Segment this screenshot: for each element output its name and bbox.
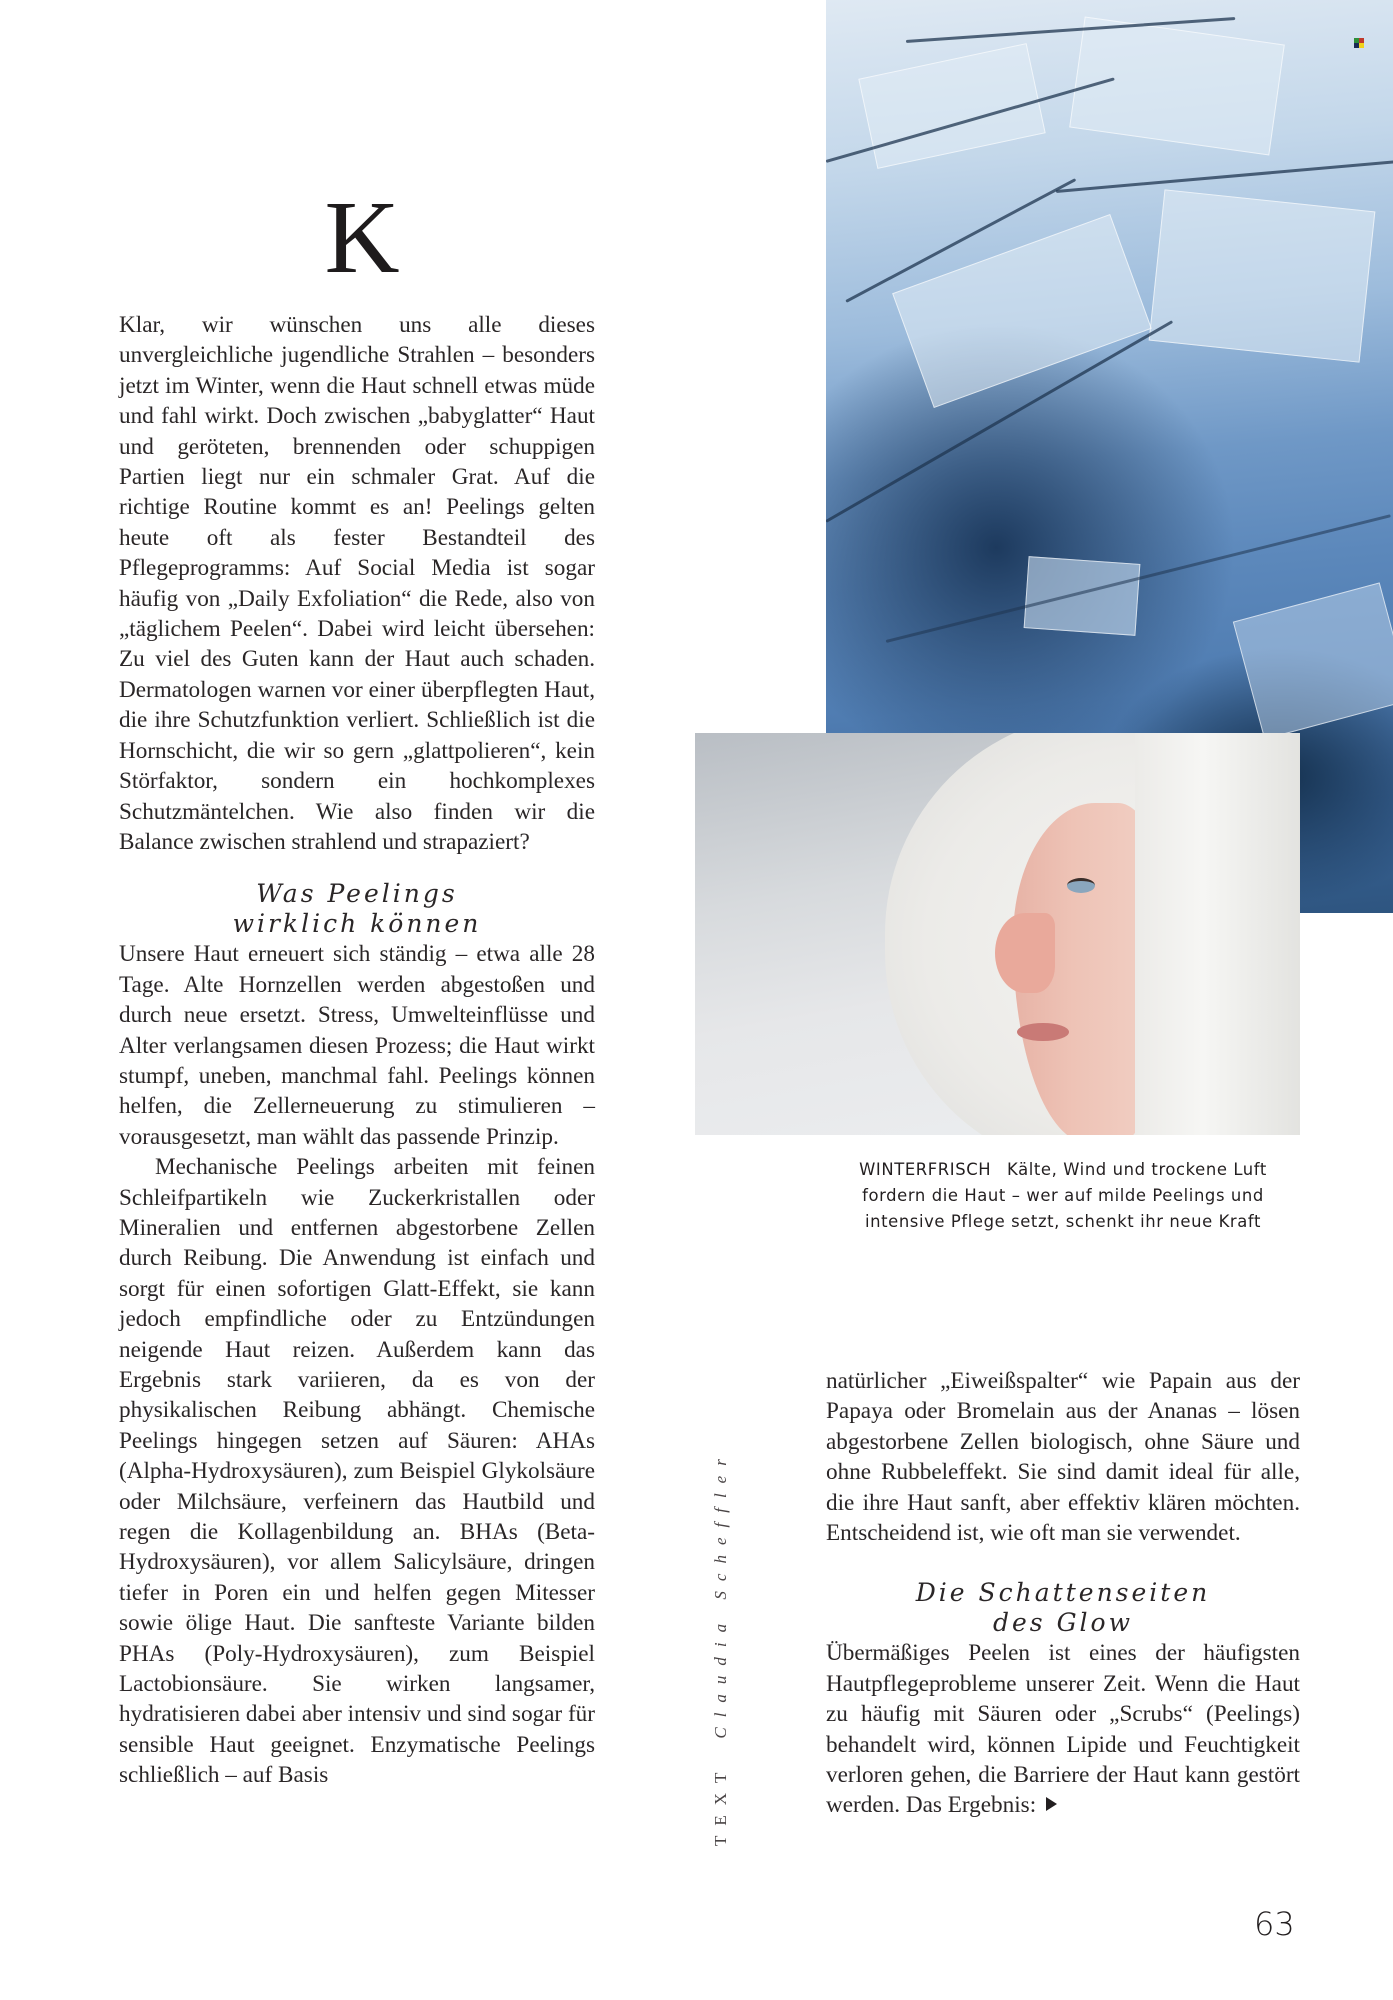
section-heading <box>119 879 595 939</box>
byline-label: TEXT <box>711 1762 730 1846</box>
article-column-left <box>119 310 595 1791</box>
byline <box>711 1449 731 1846</box>
section-heading-line: wirklich können <box>232 909 482 939</box>
body-paragraph <box>826 1638 1300 1820</box>
intro-paragraph: Klar, wir wünschen uns alle dieses unvergleichliche jugendliche Strahlen – besonders jetzt im Winter, wenn die Haut schnell etwas müde und fahl wirkt. Doch zwischen „babyglatter“ Haut und geröteten, brennenden oder schuppigen Partien liegt nur ein schmaler Grat. Auf die richtige Routine kommt es an! Peelings gelten heute oft als fester Bestandteil des Pflegeprogramms: Auf Social Media ist sogar häufig von „Daily Exfoliation“ die Rede, also von „täglichem Peelen“. Dabei wird leicht übersehen: Zu viel des Guten kann der Haut auch schaden. Dermatologen warnen vor einer überpflegten Haut, die ihre Schutzfunktion verliert. Schließlich ist die Hornschicht, die wir so gern „glattpolieren“, kein Störfaktor, sondern ein hochkomplexes Schutzmäntelchen. Wie also finden wir die Balance zwischen strahlend und strapaziert? <box>119 312 595 855</box>
caption-text: Kälte, Wind und trockene Luft fordern die Haut – wer auf milde Peelings und intensive Pflege setzt, schenkt ihr neue Kraft <box>862 1160 1267 1231</box>
body-paragraph-text: Übermäßiges Peelen ist eines der häufigsten Hautpflegeprobleme unserer Zeit. Wenn die Haut zu häufig mit Säuren oder „Scrubs“ (Peelings) behandelt wird, können Lipide und Feuchtigkeit verloren gehen, die Barriere der Haut kann gestört werden. Das Ergebnis: <box>826 1640 1300 1819</box>
portrait-photo <box>695 733 1300 1135</box>
caption-kicker: WINTERFRISCH <box>859 1160 992 1179</box>
byline-author: Claudia Scheffler <box>711 1449 730 1739</box>
triangle-right-icon <box>1046 1797 1057 1811</box>
photo-caption <box>826 1157 1300 1235</box>
section-heading-line: Die Schattenseiten <box>915 1578 1211 1608</box>
page-number: 63 <box>1254 1905 1295 1943</box>
color-registration-mark-icon <box>1354 38 1364 48</box>
section-heading-line: Was Peelings <box>256 879 458 909</box>
body-paragraph: Mechanische Peelings arbeiten mit feinen Schleifpartikeln wie Zuckerkristallen oder Mineralien und entfernen abgestorbene Zellen durch Reibung. Die Anwendung ist einfach und sorgt für einen sofortigen Glatt-Effekt, sie kann jedoch empfindliche oder zu Entzündungen neigende Haut reizen. Außerdem kann das Ergebnis stark variieren, da es von der physikalischen Reibung abhängt. Chemische Peelings hingegen setzen auf Säuren: AHAs (Alpha-Hydroxysäuren), zum Beispiel Glykolsäure oder Milchsäure, verfeinern das Hautbild und regen die Kollagenbildung an. BHAs (Beta-Hydroxysäuren), vor allem Salicylsäure, dringen tiefer in Poren ein und helfen gegen Mitesser sowie ölige Haut. Die sanfteste Variante bilden PHAs (Poly-Hydroxysäuren), zum Beispiel Lactobionsäure. Sie wirken langsamer, hydratisieren dabei aber intensiv und sind sogar für sensible Haut geeignet. Enzymatische Peelings schließlich – auf Basis <box>119 1154 595 1789</box>
section-heading-line: des Glow <box>993 1608 1133 1638</box>
body-paragraph: Unsere Haut erneuert sich ständig – etwa alle 28 Tage. Alte Hornzellen werden abgestoßen und durch neue ersetzt. Stress, Umwelteinflüsse und Alter verlangsamen diesen Prozess; die Haut wirkt stumpf, uneben, manchmal fahl. Peelings können helfen, die Zellerneuerung zu stimulieren – vorausgesetzt, man wählt das passende Prinzip. <box>119 941 595 1150</box>
article-column-right <box>826 1366 1300 1821</box>
drop-cap: K <box>324 180 400 295</box>
section-heading <box>826 1578 1300 1638</box>
body-paragraph: natürlicher „Eiweißspalter“ wie Papain aus der Papaya oder Bromelain aus der Ananas – lösen abgestorbene Zellen biologisch, ohne Säure und ohne Rubbeleffekt. Sie sind damit ideal für alle, die ihre Haut sanft, aber effektiv klären möchten. Entscheidend ist, wie oft man sie verwendet. <box>826 1368 1300 1547</box>
